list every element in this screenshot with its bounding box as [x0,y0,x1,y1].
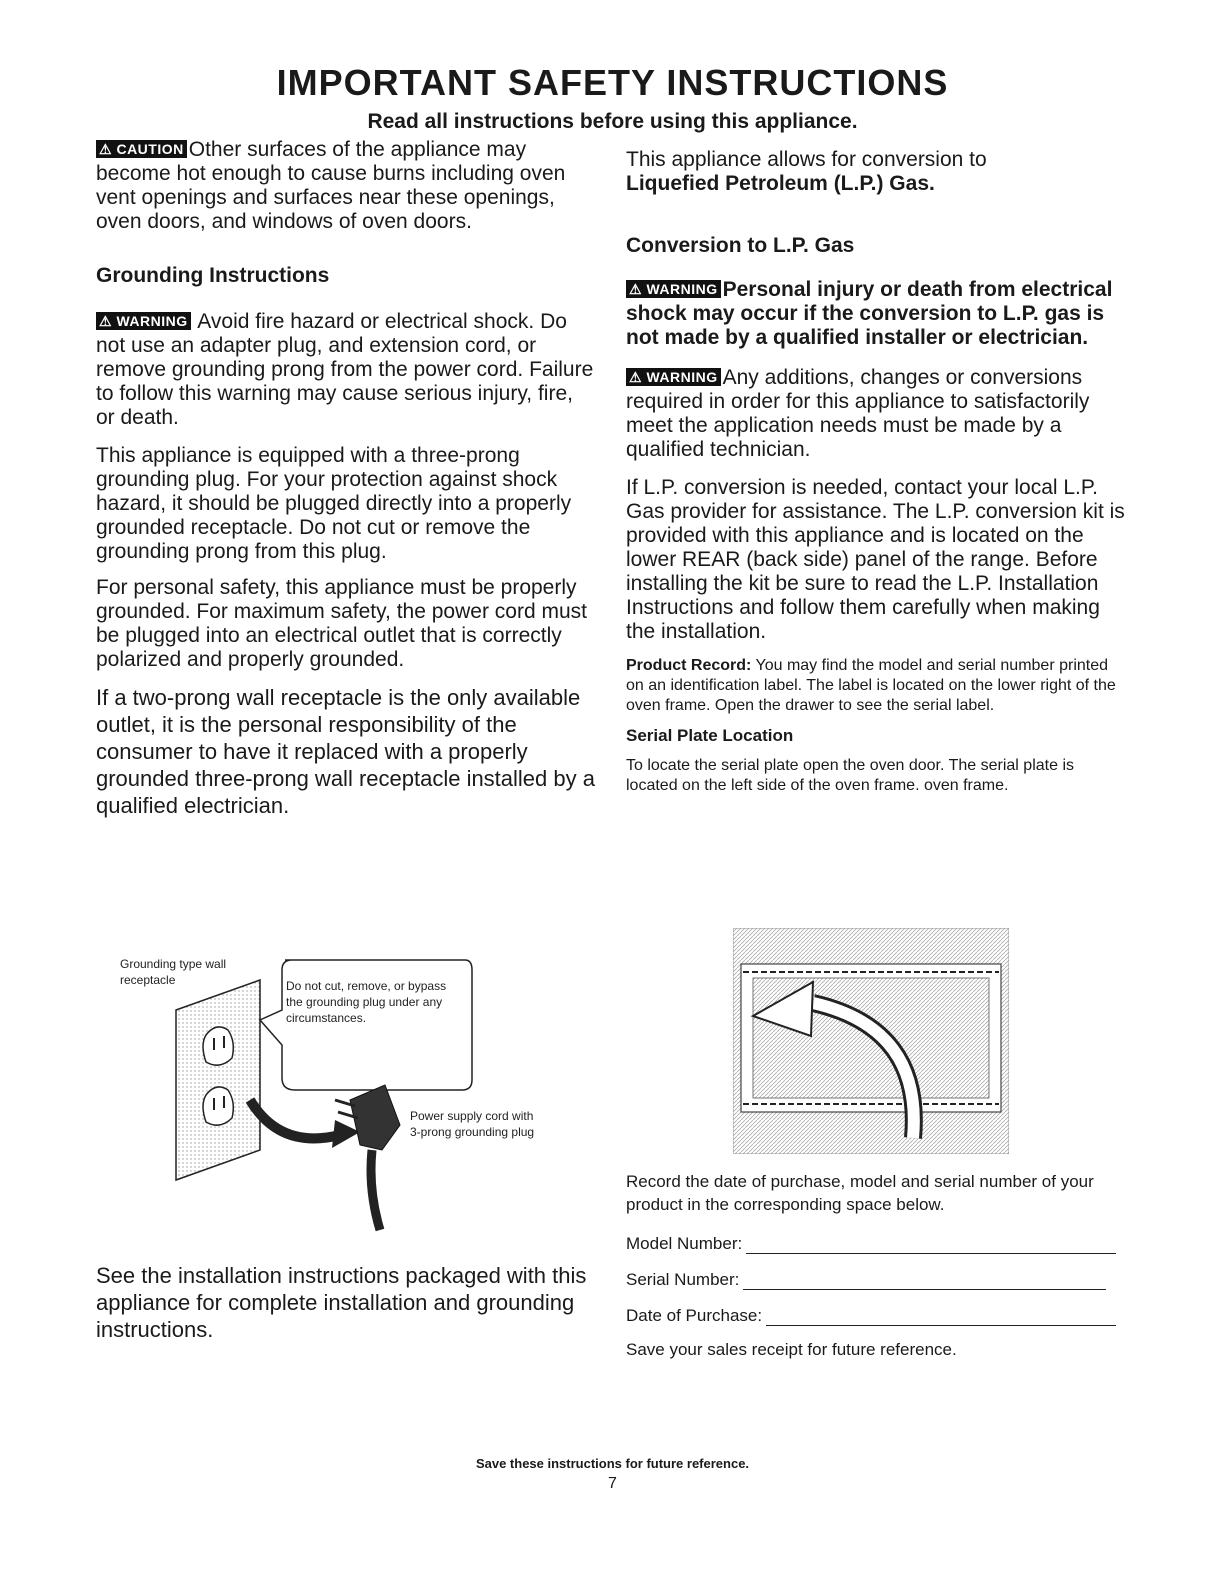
serial-number-label: Serial Number: [626,1270,740,1289]
left-column [96,138,596,819]
caution-paragraph: ⚠ CAUTION Other surfaces of the appliance may become hot enough to cause burns including oven vent openings and surfaces near these openings, oven doors, and windows of oven doors. [96,138,566,233]
right-column [626,148,1126,796]
save-receipt-note: Save your sales receipt for future reference. [626,1340,957,1359]
conversion-intro: This appliance allows for conversion to Liquefied Petroleum (L.P.) Gas. [626,148,987,195]
cord-label: Power supply cord with 3-prong grounding plug [410,1109,535,1139]
date-of-purchase-line[interactable] [766,1308,1116,1326]
date-of-purchase-field[interactable] [626,1302,1116,1326]
oven-illustration [733,928,1009,1154]
grounding-para-1: This appliance is equipped with a three-prong grounding plug. For your protection against shock hazard, it should be plugged directly into a properly grounded receptacle. Do not cut or remove the grounding prong from this plug. [96,444,572,563]
conversion-heading: Conversion to L.P. Gas [626,234,855,257]
caution-badge: ⚠ CAUTION [96,140,187,158]
model-number-field[interactable] [626,1230,1116,1254]
lp-conversion-paragraph: If L.P. conversion is needed, contact your local L.P. Gas provider for assistance. The L.P. conversion kit is provided with this appliance and is located on the lower REAR (back side) panel of the range. Before installing the kit be sure to read the L.P. Installation Instructions and follow them carefully when making the installation. [626,476,1125,643]
page-subtitle: Read all instructions before using this appliance. [367,110,858,133]
serial-plate-text: To locate the serial plate open the oven door. The serial plate is located on the left side of the oven frame. oven frame. [626,757,1074,794]
record-text: Record the date of purchase, model and serial number of your product in the corresponding space below. [626,1172,1094,1214]
grounding-para-3: If a two-prong wall receptacle is the only available outlet, it is the personal responsibility of the consumer to have it replaced with a properly grounded three-prong wall receptacle installed by a qualified electrician. [96,685,595,818]
oven-figure [733,928,1009,1154]
grounding-para-2: For personal safety, this appliance must be properly grounded. For maximum safety, the power cord must be plugged into an electrical outlet that is correctly polarized and properly grounded. [96,576,587,671]
conversion-warning-2: ⚠ WARNING Any additions, changes or conversions required in order for this appliance to satisfactorily meet the application needs must be made by a qualified technician. [626,366,1090,461]
warning-badge: ⚠ WARNING [96,312,191,330]
serial-number-field[interactable] [626,1266,1106,1290]
footer-note: Save these instructions for future reference. [475,1456,750,1471]
page-title: IMPORTANT SAFETY INSTRUCTIONS [276,62,949,103]
warning-badge: ⚠ WARNING [626,280,721,298]
warning-badge: ⚠ WARNING [626,368,721,386]
conversion-warning-1: ⚠ WARNING Personal injury or death from electrical shock may occur if the conversion to L.P. gas is not made by a qualified installer or electrician. [626,278,1113,349]
installation-closing: See the installation instructions packaged with this appliance for complete installation and grounding instructions. [96,1263,587,1342]
page-number: 7 [608,1475,617,1492]
grounding-figure [110,950,590,1240]
grounding-heading: Grounding Instructions [96,264,330,287]
product-record: Product Record: You may find the model and serial number printed on an identification label. The label is located on the lower right of the oven frame. Open the drawer to see the serial label. [626,657,1116,714]
date-of-purchase-label: Date of Purchase: [626,1306,763,1325]
serial-plate-heading: Serial Plate Location [626,726,794,745]
model-number-line[interactable] [746,1236,1116,1254]
model-number-label: Model Number: [626,1234,743,1253]
record-section [626,1170,1126,1360]
serial-number-line[interactable] [743,1272,1106,1290]
grounding-warning: ⚠ WARNING Avoid fire hazard or electrical shock. Do not use an adapter plug, and extension cord, or remove grounding prong from the power cord. Failure to follow this warning may cause serious injury, fire, or death. [96,310,594,429]
receptacle-label: Grounding type wall receptacle [120,957,227,987]
callout-text: Do not cut, remove, or bypass the grounding plug under any circumstances. [286,979,447,1025]
